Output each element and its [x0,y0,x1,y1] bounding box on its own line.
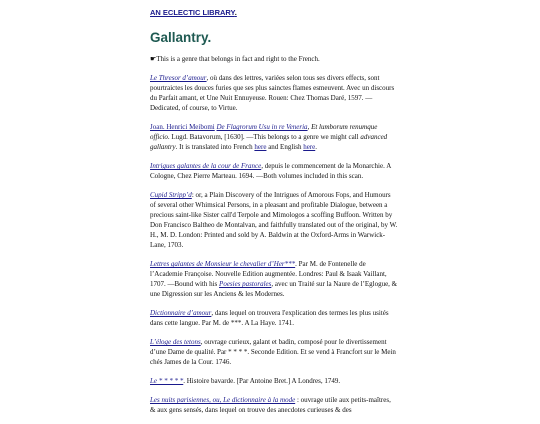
english-translation-link[interactable]: here [303,143,316,151]
book-link[interactable]: Lettres galantes de Monsieur le chevalier d’Her*** [150,260,296,268]
list-item: Le Thresor d’amour, où dans des lettres, variées selon tous ses divers effects, sont pourtraictes les douces furies que ses plus sainctes flames esmeuvent. Avec un discours du Parfait amant, et Une Nuit Ennuyeuse. Rouen: Chez Thomas Daré, 1597. —Dedicated, of course, to Virtue. [150,74,395,112]
list-item: Cupid Stripp’d: or, a Plain Discovery of the Intrigues of Amorous Fops, and Humours of several other Whimsical Persons, in a pleasant and profitable Dialogue, between a precious saint-like Sister call'd Terpole and Mimologos a scoffing Buffoon. Written by Don Francisco Baltheo de Montalvan, and faithfully translated out of the original, by W. H., M. D. London: Printed and sold by A. Baldwin at the Oxford-Arms in Warwick-Lane, 1703. [150,191,398,249]
content-column [150,8,398,424]
book-link[interactable]: Le * * * * * [150,377,184,385]
list-item: L’éloge des tetons, ouvrage curieux, galant et badin, composé pour le divertissement d’une Dame de qualité. Par * * * *. Seconde Edition. Et se vend à Francfort sur le Mein chés James de la Cour. 1746. [150,338,396,366]
list-item: Dictionnaire d’amour, dans lequel on trouvera l'explication des termes les plus usités dans cette langue. Par M. de ***. A La Haye. 1741. [150,309,389,327]
book-link[interactable]: Le Thresor d’amour [150,74,207,82]
page-title: Gallantry. [150,30,212,45]
book-link[interactable]: Intrigues galantes de la cour de France [150,162,262,170]
list-item: Intrigues galantes de la cour de France, depuis le commencement de la Monarchie. A Cologne, Chez Pierre Marteau. 1694. —Both volumes included in this scan. [150,162,391,180]
french-translation-link[interactable]: here [254,143,267,151]
list-item: Joan. Henrici Meibomi De Flagrorum Usu in re Veneria, Et lumborum renumque officio. Lugd. Batavorum, [1630]. —This belongs to a genre we might call advanced gallantry. It is translated into French here and English here. [150,123,388,151]
pointing-hand-icon: ☛ [150,55,157,63]
book-link[interactable]: Poesies pastorales [219,280,272,288]
list-item: Le * * * * *. Histoire bavarde. [Par Antoine Bret.] A Londres, 1749. [150,377,341,385]
book-link[interactable]: Cupid Stripp’d [150,191,192,199]
list-item: Lettres galantes de Monsieur le chevalier d’Her***. Par M. de Fontenelle de l’Academie Françoise. Nouvelle Edition augmentée. Londres: Paul & Isaak Vaillant, 1707. —Bound with his Poesies pastorales, avec un Traité sur la Naure de l’Eglogue, & une Digression sur les Anciens & les Modernes. [150,260,398,298]
book-link[interactable]: De Flagrorum Usu in re Veneria [216,123,308,131]
book-link[interactable]: Les nuits parisiennes, ou, Le dictionnaire à la mode [150,396,296,404]
intro-paragraph: ☛This is a genre that belongs in fact and right to the French. [150,55,320,63]
book-link[interactable]: L’éloge des tetons [150,338,201,346]
author-link[interactable]: Joan. Henrici Meibomi [150,123,215,131]
site-title-link[interactable]: AN ECLECTIC LIBRARY. [150,8,237,17]
book-link[interactable]: Dictionnaire d’amour [150,309,212,317]
list-item: Les nuits parisiennes, ou, Le dictionnaire à la mode : ouvrage utile aux petits-maîtres, & aux gens sensés, dans lequel on trouve des anecdotes curieuses & des [150,396,391,414]
